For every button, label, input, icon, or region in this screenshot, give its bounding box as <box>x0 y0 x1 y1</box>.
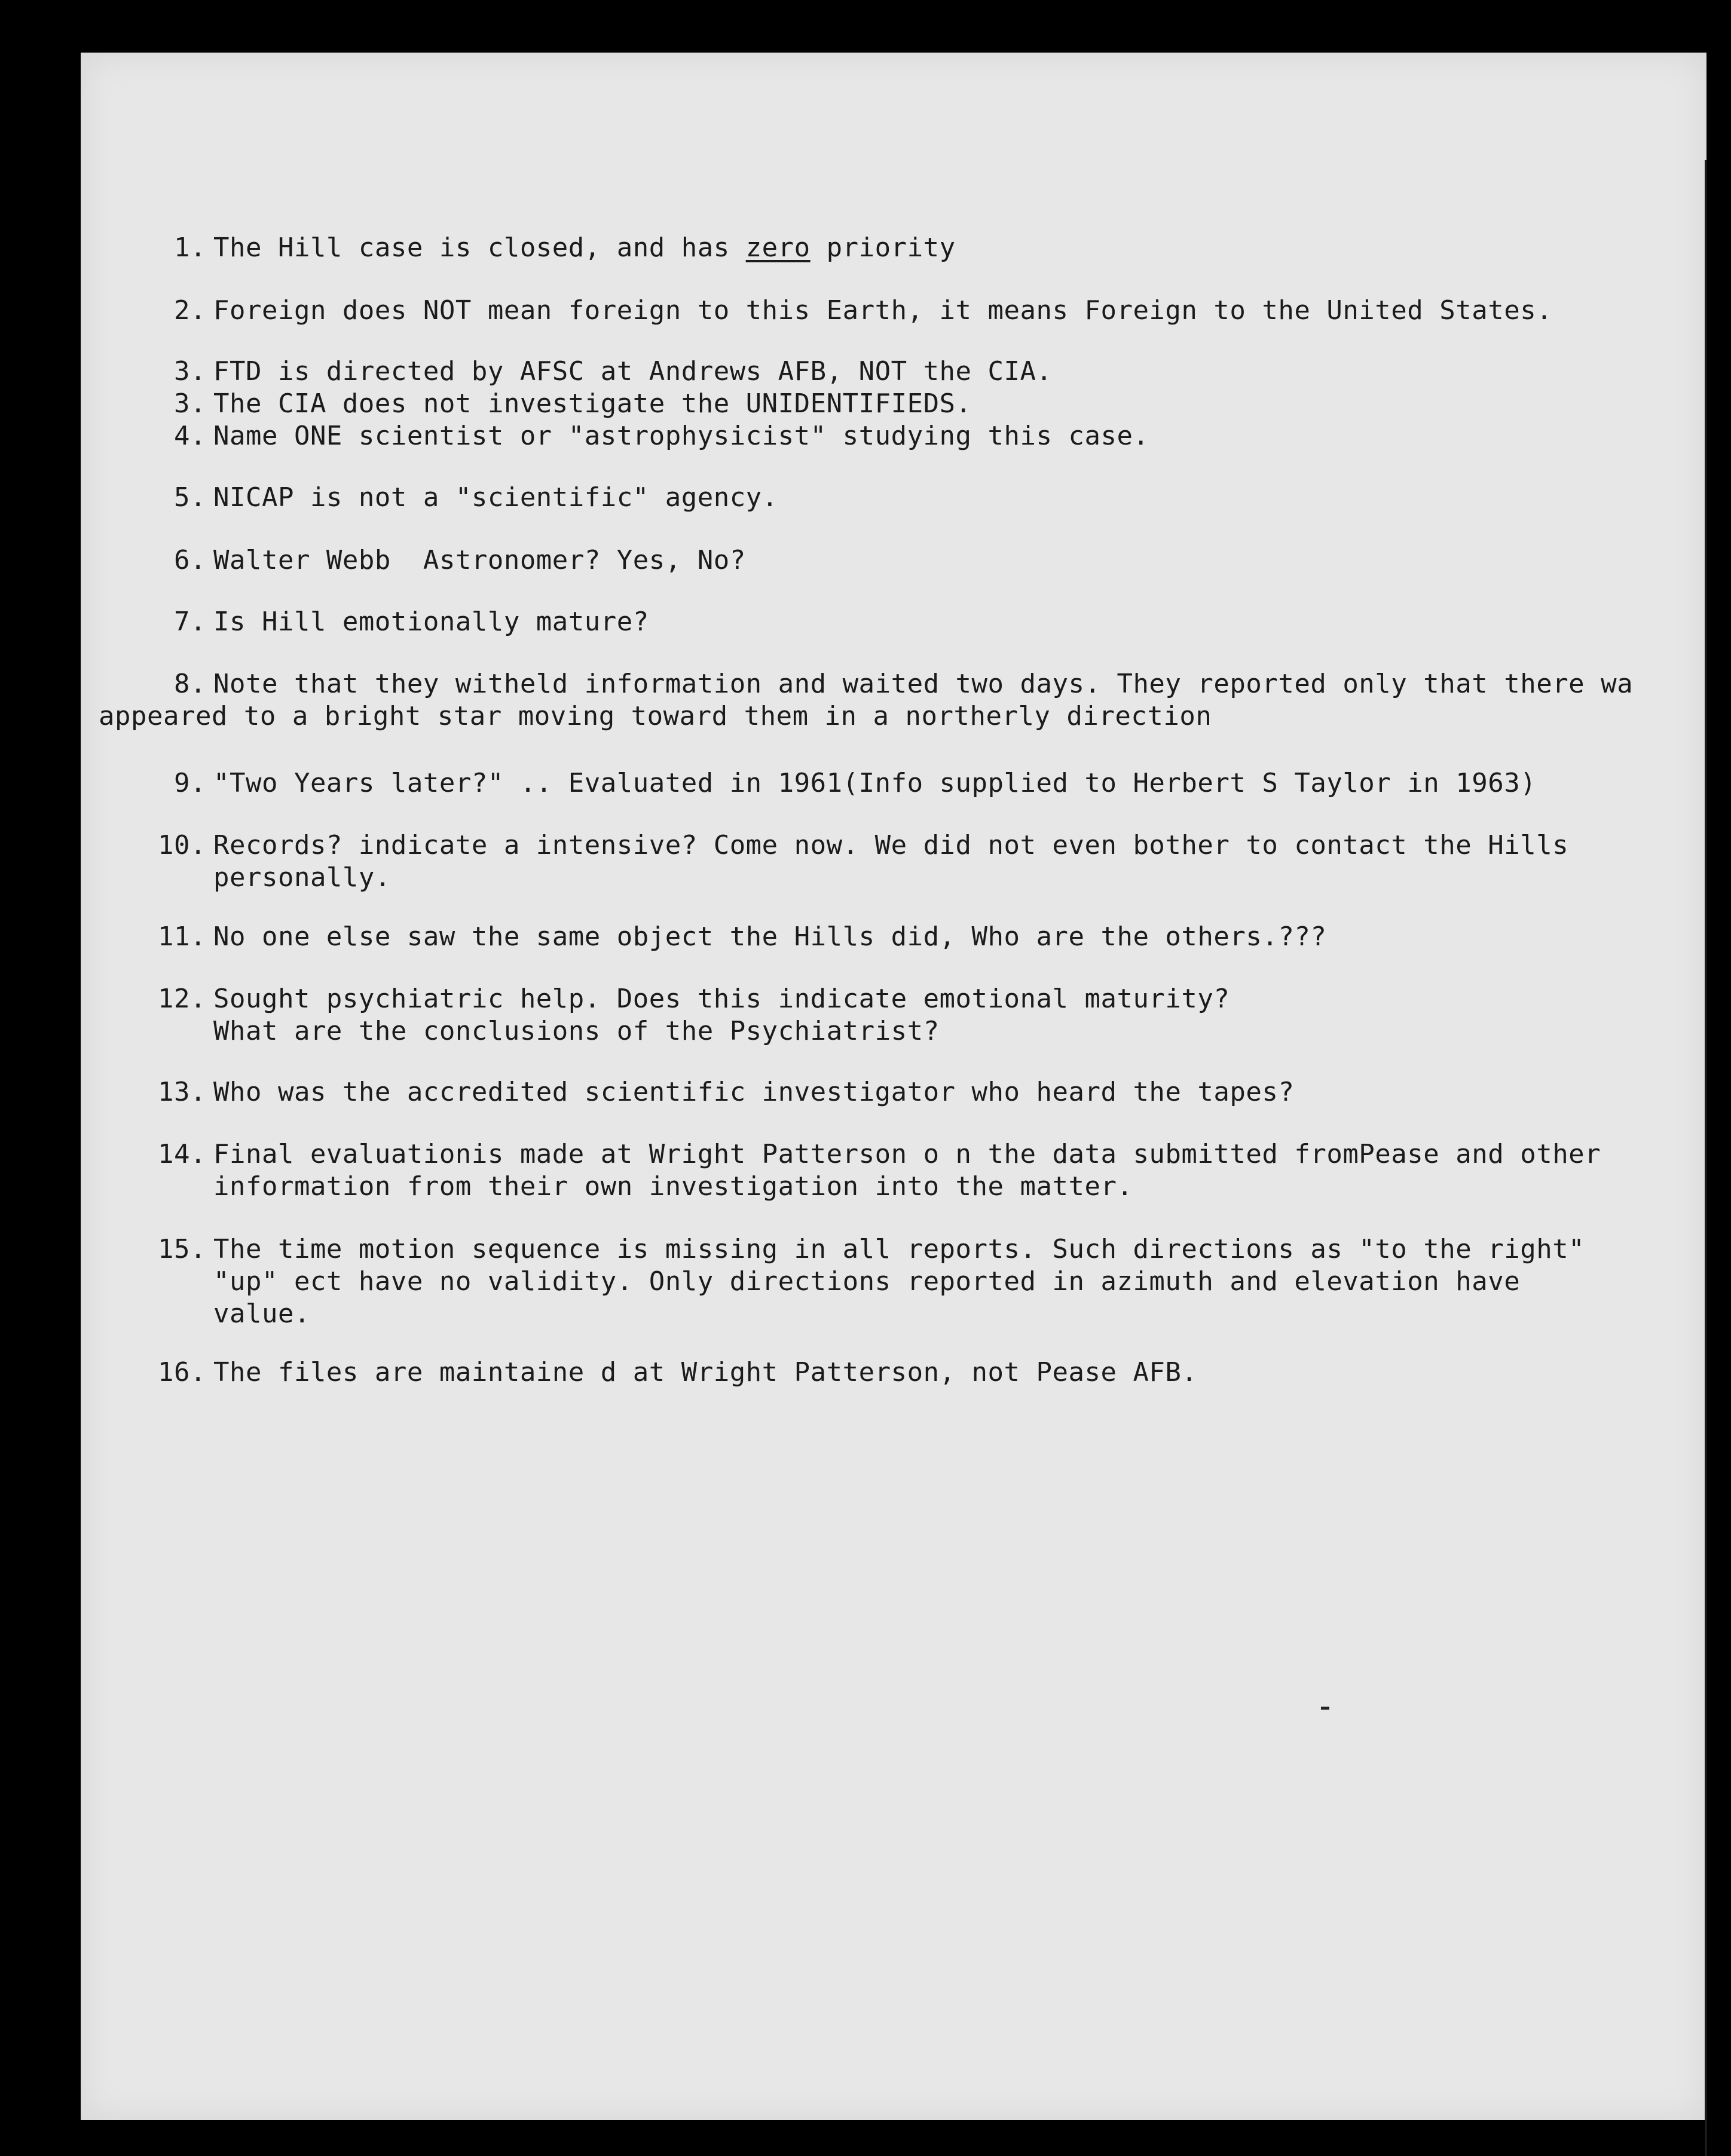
item-number: 1. <box>174 232 206 263</box>
item-number: 9. <box>174 768 206 798</box>
item-text-line: Sought psychiatric help. Does this indicate emotional maturity? <box>213 984 1230 1014</box>
item-number: 11. <box>158 921 206 952</box>
item-text-line: The CIA does not investigate the UNIDENTIFIEDS. <box>213 388 972 419</box>
item-text-line: "Two Years later?" .. Evaluated in 1961(Info supplied to Herbert S Taylor in 1963) <box>213 768 1537 798</box>
item-text-line: Name ONE scientist or "astrophysicist" studying this case. <box>213 421 1149 451</box>
item-text-line: personally. <box>213 862 391 893</box>
item-number: 2. <box>174 295 206 326</box>
item-number: 13. <box>158 1077 206 1107</box>
item-text-line: No one else saw the same object the Hills did, Who are the others.??? <box>213 921 1327 952</box>
item-number: 5. <box>174 482 206 513</box>
item-text-line: NICAP is not a "scientific" agency. <box>213 482 778 513</box>
ink-speck <box>1321 1707 1329 1710</box>
item-number: 3. <box>174 356 206 387</box>
item-text-line: Note that they witheld information and waited two days. They reported only that there wa <box>213 669 1634 699</box>
item-text-line: FTD is directed by AFSC at Andrews AFB, NOT the CIA. <box>213 356 1053 387</box>
item-text-line: information from their own investigation into the matter. <box>213 1171 1133 1202</box>
item-text-line: "up" ect have no validity. Only directions reported in azimuth and elevation have <box>213 1266 1521 1297</box>
item-number: 14. <box>158 1139 206 1169</box>
item-text-line: Foreign does NOT mean foreign to this Earth, it means Foreign to the United States. <box>213 295 1553 326</box>
margin-rule <box>1705 160 1707 2156</box>
item-number: 12. <box>158 984 206 1014</box>
document-page <box>81 53 1706 2120</box>
underlined-word: zero <box>745 232 811 263</box>
item-number: 15. <box>158 1234 206 1264</box>
item-text-line: The time motion sequence is missing in all reports. Such directions as "to the right" <box>213 1234 1585 1264</box>
item-text-line: What are the conclusions of the Psychiatrist? <box>213 1016 940 1046</box>
item-number: 8. <box>174 669 206 699</box>
item-text-line: Final evaluationis made at Wright Patterson o n the data submitted fromPease and other <box>213 1139 1601 1169</box>
item-text-line: value. <box>213 1298 310 1329</box>
item-number: 4. <box>174 421 206 451</box>
item-number: 3. <box>174 388 206 419</box>
item-text-line: Who was the accredited scientific investigator who heard the tapes? <box>213 1077 1295 1107</box>
item-number: 10. <box>158 830 206 860</box>
item-text-line: Records? indicate a intensive? Come now. We did not even bother to contact the Hills <box>213 830 1569 860</box>
item-text-line: Walter Webb Astronomer? Yes, No? <box>213 545 746 575</box>
item-continuation-line: appeared to a bright star moving toward them in a northerly direction <box>99 701 1212 731</box>
item-number: 16. <box>158 1357 206 1388</box>
item-text-line: The Hill case is closed, and has zero priority <box>213 232 956 263</box>
item-text-line: Is Hill emotionally mature? <box>213 607 649 637</box>
item-number: 6. <box>174 545 206 575</box>
item-number: 7. <box>174 607 206 637</box>
item-text-line: The files are maintaine d at Wright Patterson, not Pease AFB. <box>213 1357 1198 1388</box>
